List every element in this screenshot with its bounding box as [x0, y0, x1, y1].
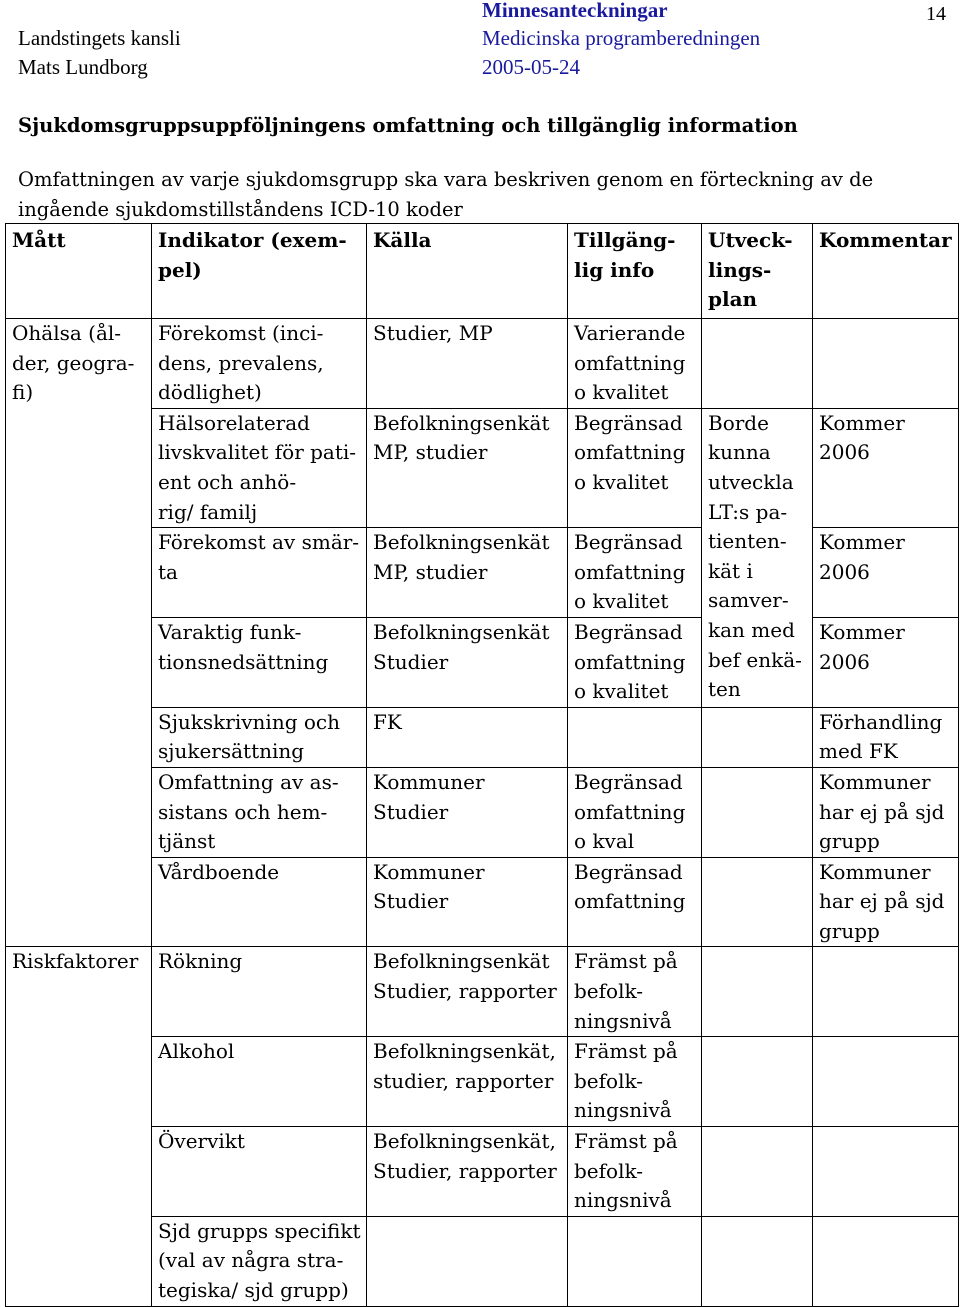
info-cell — [568, 1216, 702, 1306]
source-cell: Befolkningsenkät, studier, rapporter — [367, 1037, 568, 1127]
author-name: Mats Lundborg — [18, 55, 148, 79]
info-cell: Begränsad omfattning o kvalitet — [568, 617, 702, 707]
section-title: Sjukdomsgruppsuppföljningens omfattning och tillgänglig information — [18, 114, 798, 137]
info-cell: Varierande omfattning o kvalitet — [568, 319, 702, 409]
indicator-cell: Övervikt — [152, 1127, 367, 1217]
source-cell: Kommuner Studier — [367, 857, 568, 947]
indicator-cell: Sjd grupps specifikt (val av några stra- tegiska/ sjd grupp) — [152, 1216, 367, 1306]
intro-paragraph: Omfattningen av varje sjukdomsgrupp ska vara beskriven genom en förteckning av de ingående sjukdomstillståndens ICD-10 koder — [18, 168, 874, 221]
source-cell: FK — [367, 707, 568, 767]
comment-cell — [813, 1216, 959, 1306]
plan-cell — [702, 319, 813, 409]
plan-cell: Borde kunna utveckla LT:s pa- tienten- kät i samver- kan med bef enkä- ten — [702, 408, 813, 707]
group-label-ohalsa: Ohälsa (ål- der, geogra- fi) — [6, 319, 152, 947]
group-label-riskfaktorer: Riskfaktorer — [6, 947, 152, 1306]
source-cell: Befolkningsenkät Studier — [367, 617, 568, 707]
source-cell: Befolkningsenkät MP, studier — [367, 528, 568, 618]
info-cell: Främst på befolk- ningsnivå — [568, 947, 702, 1037]
indicator-cell: Hälsorelaterad livskvalitet för pati- ent och anhö- rig/ familj — [152, 408, 367, 527]
table-header-row — [6, 224, 959, 319]
plan-cell — [702, 1127, 813, 1217]
source-cell: Kommuner Studier — [367, 767, 568, 857]
header-indikator: Indikator (exem- pel) — [152, 224, 367, 319]
info-cell: Begränsad omfattning — [568, 857, 702, 947]
plan-cell — [702, 857, 813, 947]
indicator-cell: Omfattning av as- sistans och hem- tjänst — [152, 767, 367, 857]
table-row — [6, 319, 959, 409]
indicator-cell: Alkohol — [152, 1037, 367, 1127]
plan-cell — [702, 947, 813, 1037]
document-date: 2005-05-24 — [482, 55, 580, 79]
comment-cell — [813, 1127, 959, 1217]
info-cell: Främst på befolk- ningsnivå — [568, 1127, 702, 1217]
info-cell — [568, 707, 702, 767]
header-matt: Mått — [6, 224, 152, 319]
info-cell: Begränsad omfattning o kvalitet — [568, 528, 702, 618]
info-cell: Begränsad omfattning o kvalitet — [568, 408, 702, 527]
header-kommentar: Kommentar — [813, 224, 959, 319]
comment-cell — [813, 947, 959, 1037]
indicator-cell: Varaktig funk- tionsnedsättning — [152, 617, 367, 707]
comment-cell: Förhandling med FK — [813, 707, 959, 767]
source-cell: Befolkningsenkät MP, studier — [367, 408, 568, 527]
committee-name: Medicinska programberedningen — [482, 26, 761, 50]
document-type: Minnesanteckningar — [482, 0, 668, 22]
source-cell: Studier, MP — [367, 319, 568, 409]
source-cell: Befolkningsenkät Studier, rapporter — [367, 947, 568, 1037]
info-cell: Begränsad omfattning o kval — [568, 767, 702, 857]
plan-cell — [702, 1037, 813, 1127]
page-number: 14 — [926, 3, 946, 25]
indicator-table — [5, 223, 959, 1307]
plan-cell — [702, 1216, 813, 1306]
source-cell — [367, 1216, 568, 1306]
table-row — [6, 947, 959, 1037]
indicator-cell: Förekomst (inci- dens, prevalens, dödlighet) — [152, 319, 367, 409]
plan-cell — [702, 767, 813, 857]
indicator-cell: Vårdboende — [152, 857, 367, 947]
indicator-cell: Sjukskrivning och sjukersättning — [152, 707, 367, 767]
header-utvecklingsplan: Utveck- lings- plan — [702, 224, 813, 319]
info-cell: Främst på befolk- ningsnivå — [568, 1037, 702, 1127]
comment-cell: Kommer 2006 — [813, 408, 959, 527]
comment-cell: Kommer 2006 — [813, 528, 959, 618]
header-tillganglig-info: Tillgäng- lig info — [568, 224, 702, 319]
plan-cell — [702, 707, 813, 767]
header-kalla: Källa — [367, 224, 568, 319]
source-cell: Befolkningsenkät, Studier, rapporter — [367, 1127, 568, 1217]
indicator-cell: Rökning — [152, 947, 367, 1037]
comment-cell: Kommuner har ej på sjd grupp — [813, 767, 959, 857]
indicator-cell: Förekomst av smär- ta — [152, 528, 367, 618]
comment-cell: Kommuner har ej på sjd grupp — [813, 857, 959, 947]
comment-cell — [813, 319, 959, 409]
comment-cell: Kommer 2006 — [813, 617, 959, 707]
comment-cell — [813, 1037, 959, 1127]
organization-name: Landstingets kansli — [18, 26, 181, 50]
